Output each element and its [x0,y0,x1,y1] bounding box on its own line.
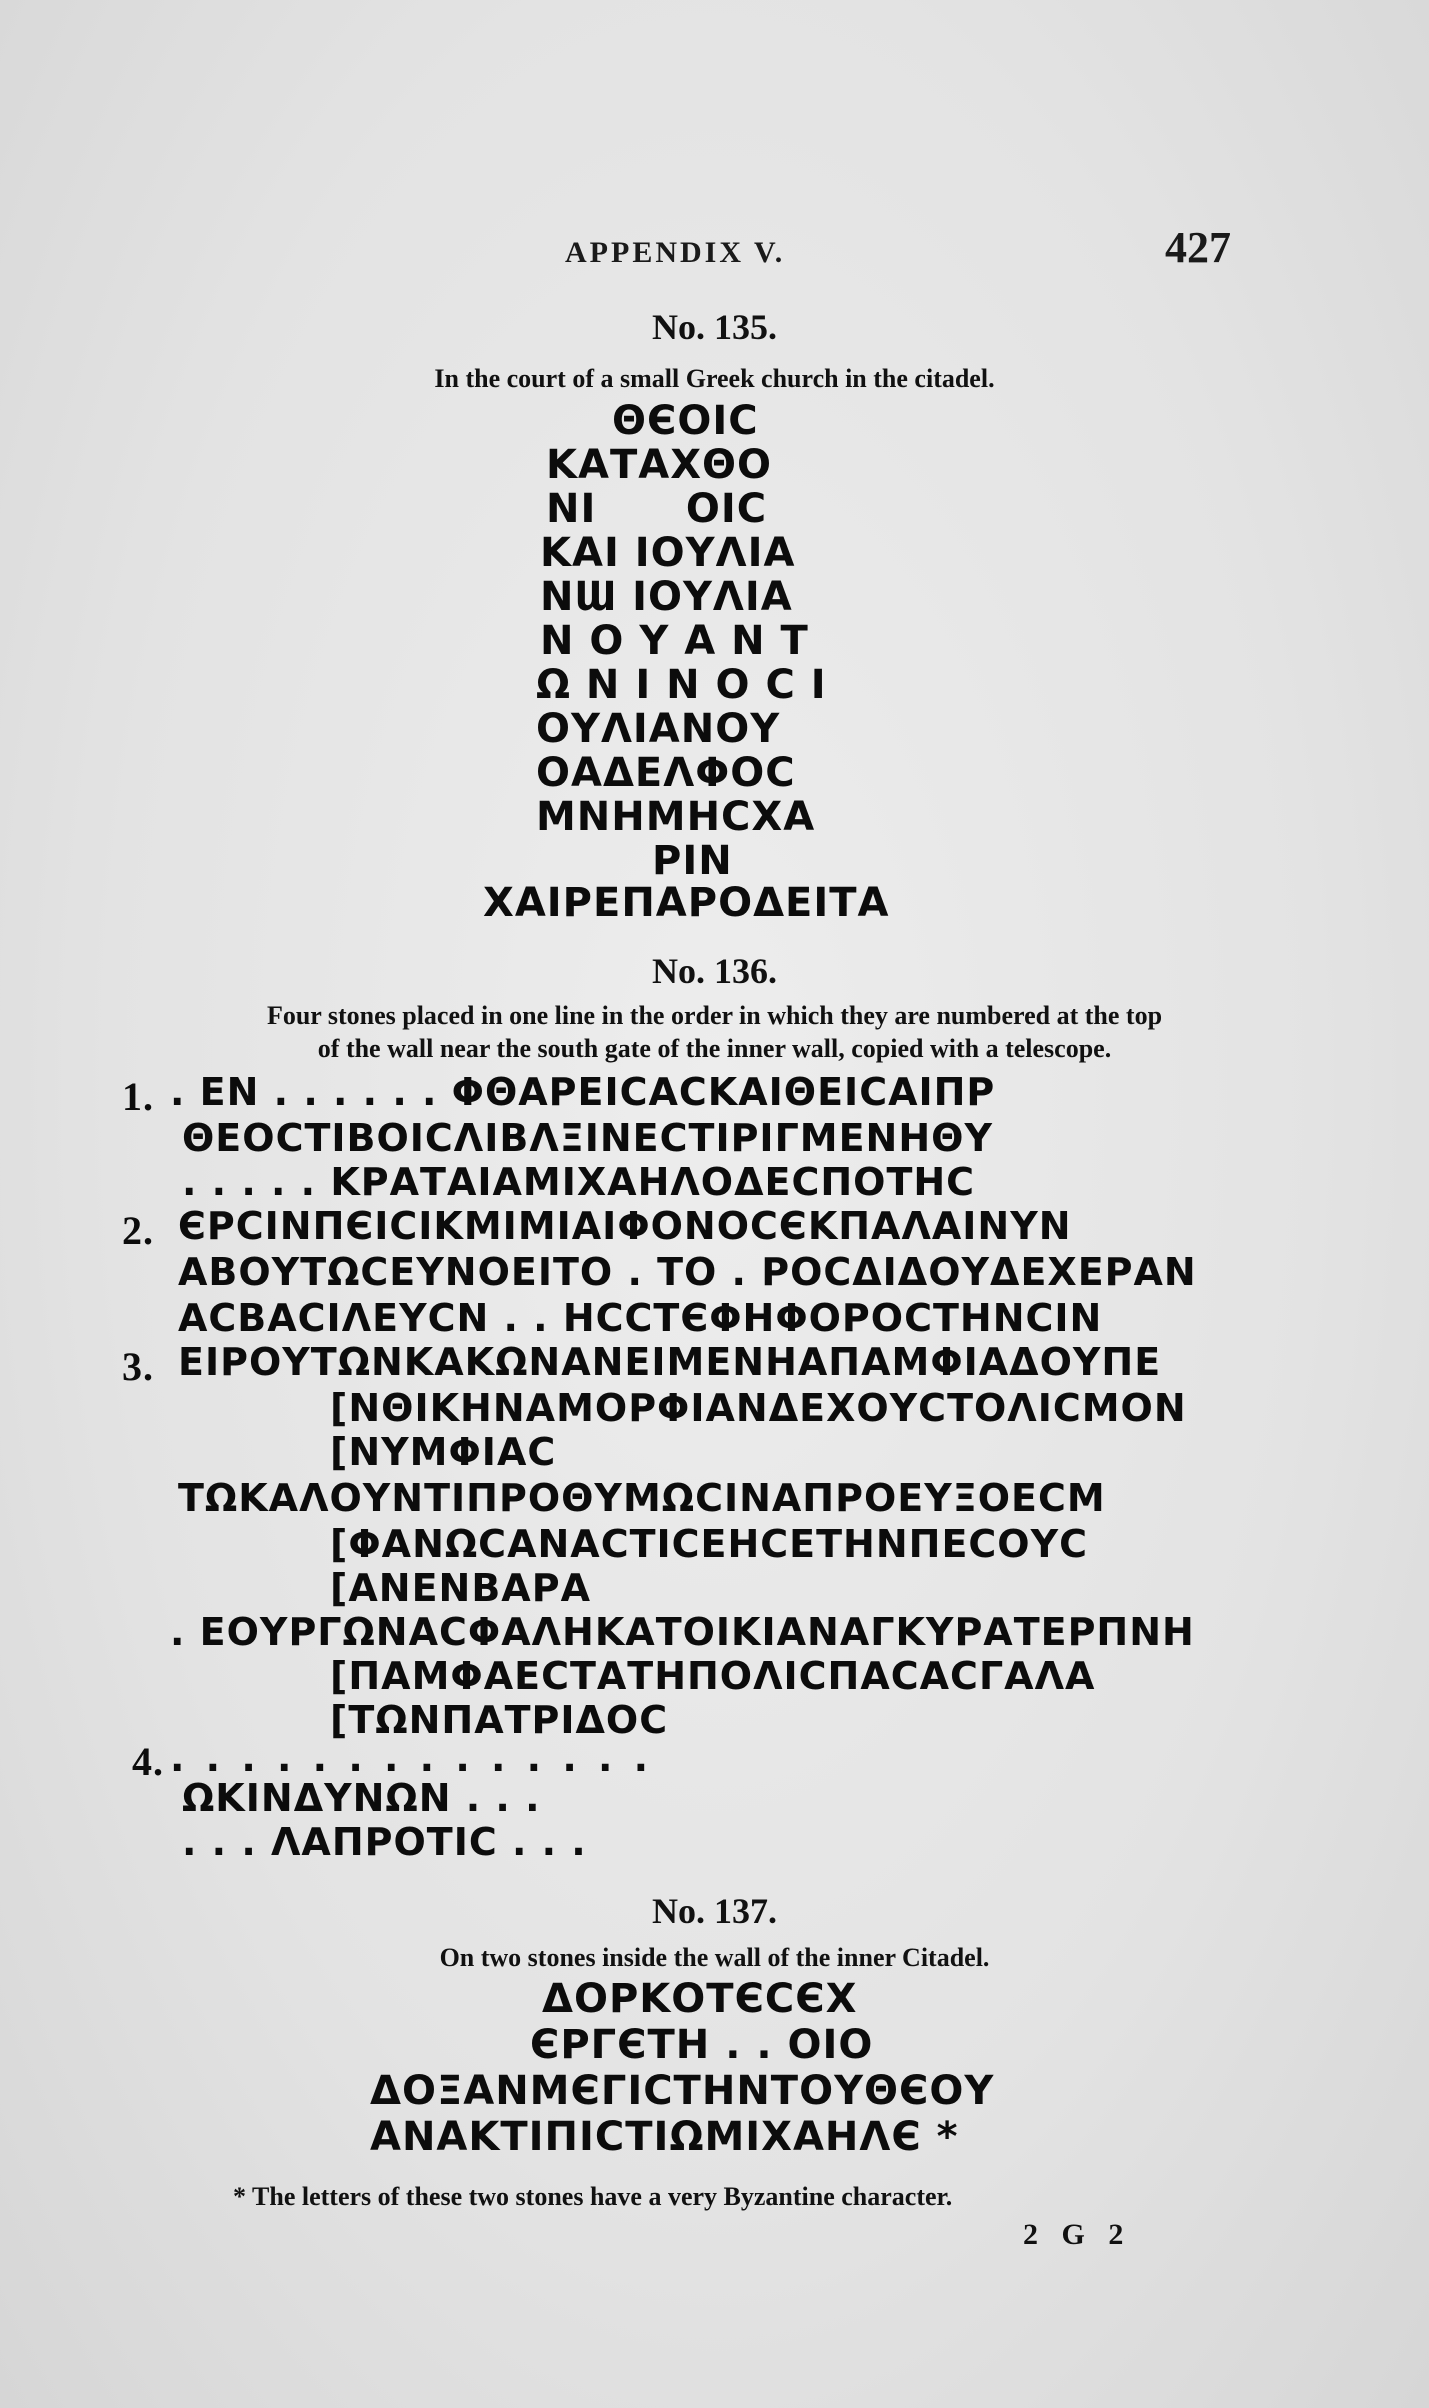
inscription-line: [ΑΝΕΝΒΑΡΑ [330,1566,591,1610]
inscription-line: ΧΑΙΡΕΠΑΡΟΔΕΙΤΑ [483,880,890,926]
heading-no-137: No. 137. [652,1891,777,1931]
inscription-line: ΔΟΞΑΝΜЄΓΙϹΤΗΝΤΟΥΘЄΟΥ [370,2068,995,2114]
inscription-line: ΝΙ ΟΙϹ [546,486,768,532]
inscription-line: ЄΡϹΙΝΠЄΙϹΙΚΜΙΜΙΑΙΦΟΝΟϹЄΚΠΑΛΑΙΝΥΝ [178,1204,1072,1248]
inscription-line: . . . . . ΚΡΑΤΑΙΑΜΙΧΑΗΛΟΔΕϹΠΟΤΗϹ [182,1160,976,1204]
stone-number-4: 4. [132,1739,164,1784]
inscription-line: [ΝΘΙΚΗΝΑΜΟΡΦΙΑΝΔΕΧΟΥϹΤΟΛΙϹΜΟΝ [330,1386,1187,1430]
inscription-line: ΕΙΡΟΥΤΩΝΚΑΚΩΝΑΝΕΙΜΕΝΗΑΠΑΜΦΙΑΔΟΥΠΕ [178,1340,1162,1384]
inscription-line: ΘЄΟΙϹ [612,398,759,444]
stone-number-2: 2. [122,1208,154,1253]
inscription-line: ΑΝΑΚΤΙΠΙϹΤΙΩΜΙΧΑΗΛЄ * [370,2114,959,2160]
inscription-line: . . . . . . . . . . . . . . [170,1736,653,1780]
inscription-line: ΤΩΚΑΛΟΥΝΤΙΠΡΟΘΥΜΩϹΙΝΑΠΡΟΕΥΞΟΕϹΜ [178,1476,1106,1520]
stone-number-1: 1. [122,1074,154,1119]
heading-no-135: No. 135. [652,307,777,347]
footnote: * The letters of these two stones have a very Byzantine character. [233,2182,953,2211]
inscription-line: Ω Ν Ι Ν Ο Ϲ Ι [536,662,827,708]
inscription-line: ЄΡΓЄΤΗ . . ΟΙΟ [530,2022,874,2068]
inscription-line: ΟΑΔΕΛΦΟϹ [536,750,796,796]
inscription-line: . ΕΟΥΡΓΩΝΑϹΦΑΛΗΚΑΤΟΙΚΙΑΝΑΓΚΥΡΑΤΕΡΠΝΗ [170,1610,1195,1654]
inscription-line: ΔΟΡΚΟΤЄϹЄΧ [542,1976,858,2022]
inscription-line: . ΕΝ . . . . . . ΦΘΑΡΕΙϹΑϹΚΑΙΘΕΙϹΑΙΠΡ [170,1070,996,1114]
inscription-line: [ΤΩΝΠΑΤΡΙΔΟϹ [330,1698,669,1742]
inscription-line: ΑϹΒΑϹΙΛΕΥϹΝ . . ΗϹϹΤЄΦΗΦΟΡΟϹΤΗΝϹΙΝ [178,1296,1103,1340]
note-no-136-line1: Four stones placed in one line in the order in which they are numbered at the top [266,1001,1163,1030]
inscription-line: [ΦΑΝΩϹΑΝΑϹΤΙϹΕΗϹΕΤΗΝΠΕϹΟΥϹ [330,1522,1089,1566]
inscription-line: Ν Ο Υ Α Ν Τ [540,618,809,664]
inscription-line: ΘΕΟϹΤΙΒΟΙϹΛΙΒΛΞΙΝΕϹΤΙΡΙΓΜΕΝΗΘΥ [182,1116,993,1160]
inscription-line: ΡΙΝ [652,838,733,884]
inscription-line: ΟΥΛΙΑΝΟΥ [536,706,781,752]
running-title: APPENDIX V. [565,236,786,269]
note-no-135: In the court of a small Greek church in the citadel. [434,364,995,393]
inscription-line: . . . ΛΑΠΡΟΤΙϹ . . . [182,1820,587,1864]
inscription-line: [ΝΥΜΦΙΑϹ [330,1430,557,1474]
stone-number-3: 3. [122,1344,154,1389]
inscription-line: ΚΑΙ ΙΟΥΛΙΑ [540,530,796,576]
inscription-line: ΩΚΙΝΔΥΝΩΝ . . . [182,1776,541,1820]
note-no-137: On two stones inside the wall of the inner Citadel. [439,1943,990,1972]
inscription-line: ΚΑΤΑΧΘΟ [546,442,773,488]
inscription-line: [ΠΑΜΦΑΕϹΤΑΤΗΠΟΛΙϹΠΑϹΑϹΓΑΛΑ [330,1654,1096,1698]
heading-no-136: No. 136. [652,951,777,991]
inscription-line: ΜΝΗΜΗϹΧΑ [536,794,816,840]
inscription-line: ΝƜ ΙΟΥΛΙΑ [540,574,793,620]
page-number: 427 [1165,223,1231,272]
signature-mark: 2 G 2 [1023,2218,1132,2251]
note-no-136-line2: of the wall near the south gate of the inner wall, copied with a telescope. [317,1034,1112,1063]
inscription-line: ΑΒΟΥΤΩϹΕΥΝΟΕΙΤΟ . ΤΟ . ΡΟϹΔΙΔΟΥΔΕΧΕΡΑΝ [178,1250,1197,1294]
